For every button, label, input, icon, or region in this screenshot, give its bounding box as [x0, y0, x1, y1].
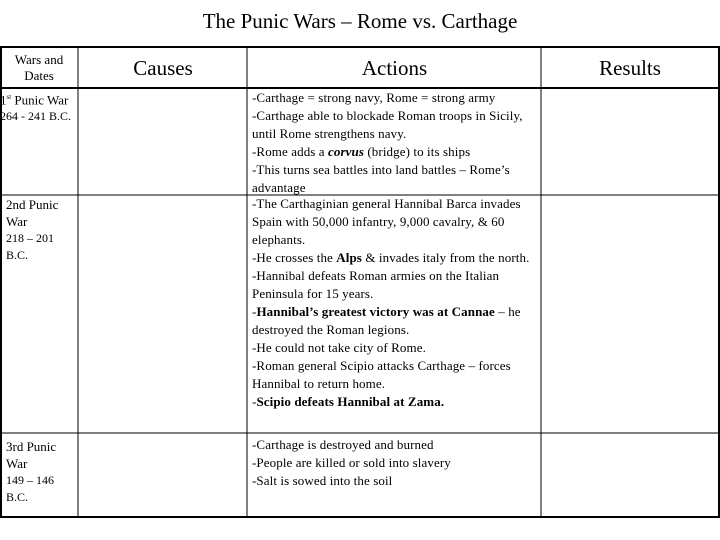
header-actions: Actions: [361, 56, 428, 80]
war-name-1: 1st Punic War: [0, 92, 69, 108]
action-item: -Carthage is destroyed and burned: [252, 437, 434, 452]
actions-cell-1st-war: [252, 89, 540, 197]
action-item: -He could not take city of Rome.: [252, 340, 426, 355]
war-dates-3: 149 – 146 B.C.: [6, 473, 54, 504]
war-dates-1: 264 - 241 B.C.: [0, 109, 72, 124]
header-results: Results: [599, 56, 661, 80]
action-item: -This turns sea battles into land battles – Rome’s advantage: [252, 162, 510, 195]
war-dates-2: 218 – 201 B.C.: [6, 231, 54, 262]
action-item: -Carthage = strong navy, Rome = strong army: [252, 90, 496, 105]
action-item: -Rome adds a corvus (bridge) to its ships: [252, 144, 471, 159]
header-causes: Causes: [133, 56, 193, 80]
war-name-2: 2nd Punic War: [6, 197, 59, 229]
action-item: -Carthage able to blockade Roman troops in Sicily, until Rome strengthens navy.: [252, 108, 523, 141]
action-item: -The Carthaginian general Hannibal Barca invades Spain with 50,000 infantry, 9,000 cavalry, & 60 elephants.: [252, 196, 521, 247]
header-wars-dates: Wars and Dates: [14, 52, 64, 83]
action-item: -Roman general Scipio attacks Carthage – forces Hannibal to return home.: [252, 358, 511, 391]
action-item: -Salt is sowed into the soil: [252, 473, 393, 488]
action-item: -He crosses the Alps & invades italy from the north.: [252, 250, 530, 265]
actions-cell-2nd-war: [252, 195, 540, 432]
action-item: -Hannibal’s greatest victory was at Cannae – he destroyed the Roman legions.: [252, 304, 521, 337]
page-title: The Punic Wars – Rome vs. Carthage: [202, 9, 518, 33]
war-cell-2: [6, 196, 76, 432]
war-cell-3: [6, 438, 76, 516]
action-item: -Scipio defeats Hannibal at Zama.: [252, 394, 445, 409]
action-item: -Hannibal defeats Roman armies on the Italian Peninsula for 15 years.: [252, 268, 500, 301]
action-item: -People are killed or sold into slavery: [252, 455, 451, 470]
actions-cell-3rd-war: [252, 436, 540, 516]
war-name-3: 3rd Punic War: [6, 439, 57, 471]
war-cell-1: [0, 89, 78, 194]
